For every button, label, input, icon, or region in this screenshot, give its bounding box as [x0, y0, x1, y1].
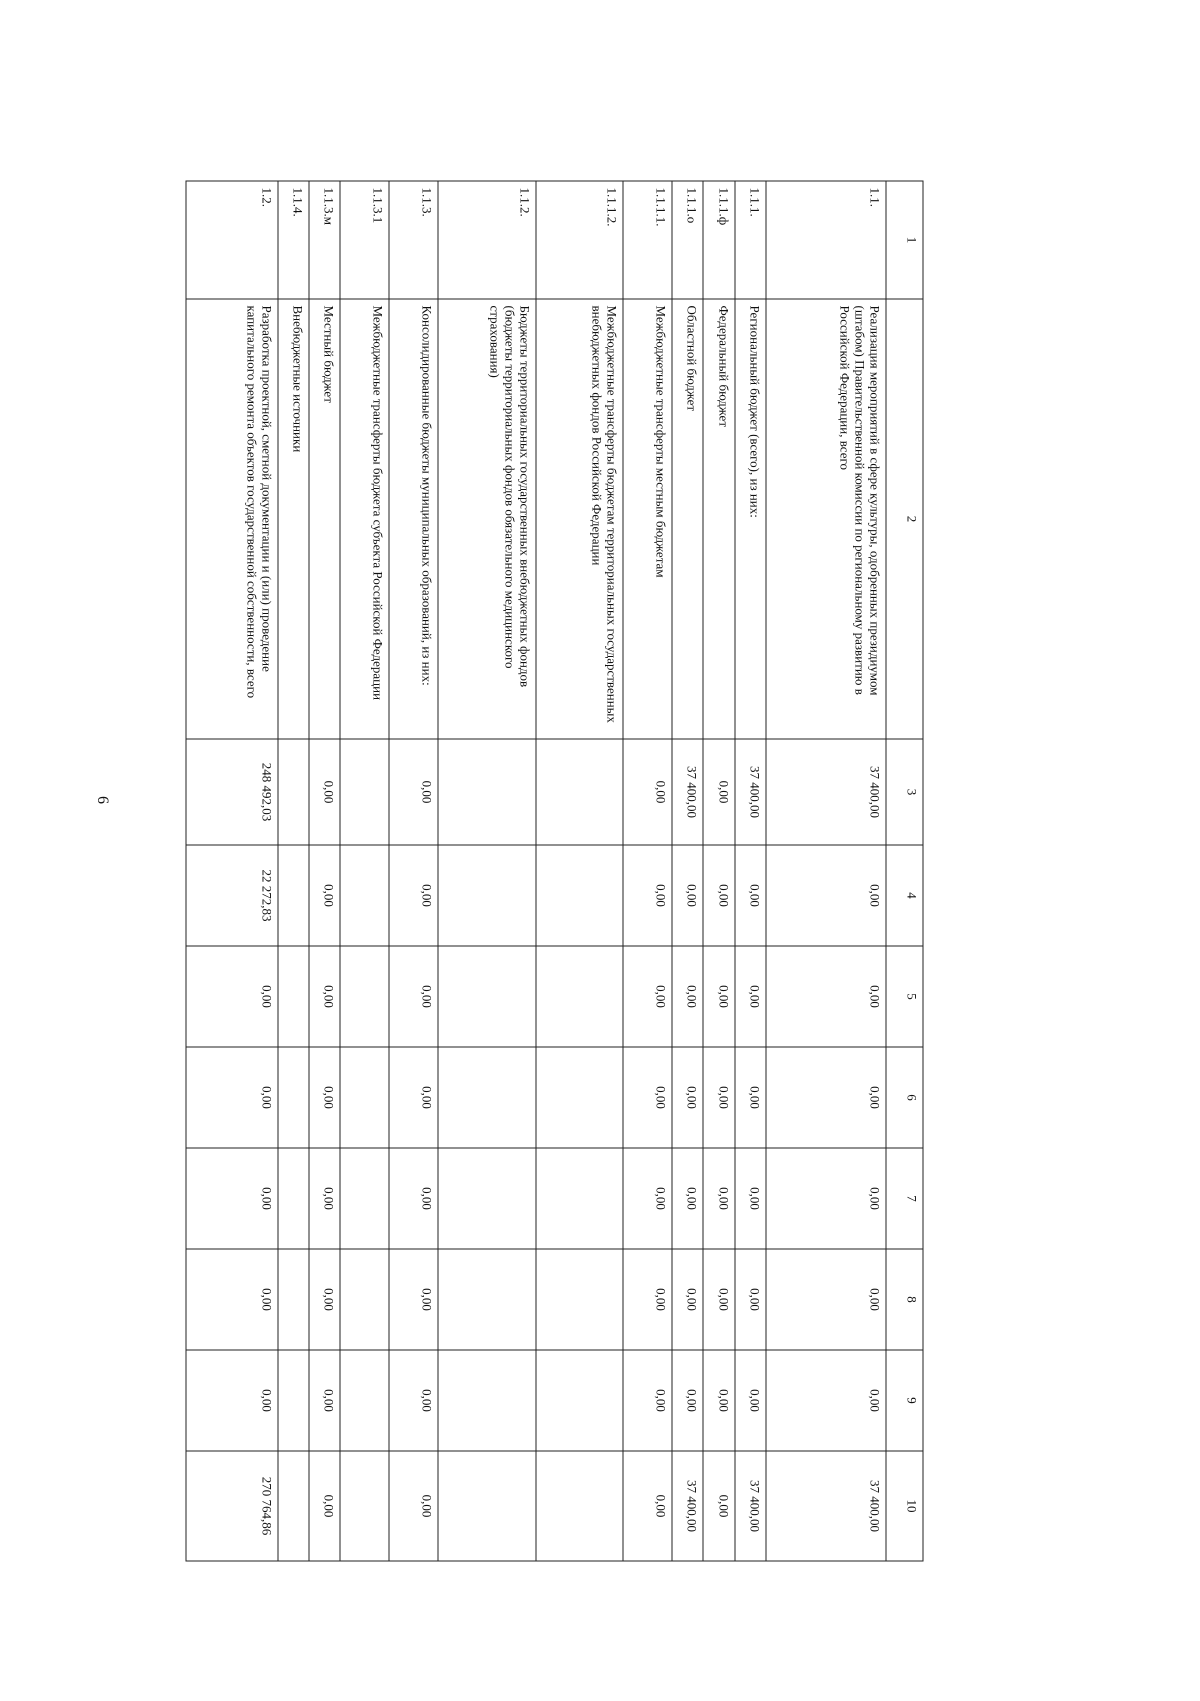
- value-cell-col-4: 0,00: [703, 845, 734, 946]
- header-cell-7: 7: [886, 1148, 923, 1249]
- value-cell-col-3: 37 400,00: [672, 739, 703, 845]
- value-cell-col-8: [438, 1249, 536, 1350]
- value-cell-col-9: 0,00: [735, 1350, 766, 1451]
- value-cell-col-9: 0,00: [766, 1350, 886, 1451]
- value-cell-col-7: 0,00: [703, 1148, 734, 1249]
- value-cell-col-8: 0,00: [389, 1249, 438, 1350]
- value-cell-col-5: 0,00: [766, 946, 886, 1047]
- row-code: 1.1.1.ф: [703, 181, 734, 299]
- value-cell-col-9: 0,00: [309, 1350, 340, 1451]
- value-cell-col-10: 37 400,00: [735, 1451, 766, 1561]
- value-cell-col-4: [340, 845, 389, 946]
- value-cell-col-8: 0,00: [623, 1249, 672, 1350]
- table-row: [703, 181, 734, 1561]
- row-name: Межбюджетные трансферты местным бюджетам: [623, 299, 672, 739]
- value-cell-col-6: 0,00: [672, 1047, 703, 1148]
- value-cell-col-9: [340, 1350, 389, 1451]
- value-cell-col-5: 0,00: [735, 946, 766, 1047]
- value-cell-col-5: 0,00: [623, 946, 672, 1047]
- value-cell-col-10: [536, 1451, 623, 1561]
- table-row: [536, 181, 623, 1561]
- value-cell-col-6: 0,00: [389, 1047, 438, 1148]
- value-cell-col-9: [278, 1350, 309, 1451]
- value-cell-col-10: 0,00: [623, 1451, 672, 1561]
- value-cell-col-8: 0,00: [309, 1249, 340, 1350]
- value-cell-col-3: [536, 739, 623, 845]
- value-cell-col-4: [278, 845, 309, 946]
- value-cell-col-5: 0,00: [309, 946, 340, 1047]
- value-cell-col-5: 0,00: [186, 946, 278, 1047]
- value-cell-col-5: [536, 946, 623, 1047]
- table-row: [672, 181, 703, 1561]
- row-code: 1.1.4.: [278, 181, 309, 299]
- value-cell-col-9: [438, 1350, 536, 1451]
- value-cell-col-9: 0,00: [672, 1350, 703, 1451]
- value-cell-col-7: [536, 1148, 623, 1249]
- row-name: Межбюджетные трансферты бюджетам территориальных государственных внебюджетных фондов Российской Федерации: [536, 299, 623, 739]
- value-cell-col-4: 0,00: [766, 845, 886, 946]
- row-name: Разработка проектной, сметной документации и (или) проведение капитального ремонта объектов государственной собственности, всего: [186, 299, 278, 739]
- value-cell-col-3: 0,00: [623, 739, 672, 845]
- header-cell-2: 2: [886, 299, 923, 739]
- value-cell-col-10: 270 764,86: [186, 1451, 278, 1561]
- value-cell-col-10: 0,00: [703, 1451, 734, 1561]
- row-code: 1.1.1.1.: [623, 181, 672, 299]
- value-cell-col-6: 0,00: [186, 1047, 278, 1148]
- value-cell-col-8: [278, 1249, 309, 1350]
- value-cell-col-7: [340, 1148, 389, 1249]
- row-code: 1.1.3.: [389, 181, 438, 299]
- value-cell-col-7: 0,00: [623, 1148, 672, 1249]
- value-cell-col-7: [278, 1148, 309, 1249]
- value-cell-col-6: [278, 1047, 309, 1148]
- value-cell-col-6: 0,00: [623, 1047, 672, 1148]
- value-cell-col-10: [438, 1451, 536, 1561]
- row-code: 1.2.: [186, 181, 278, 299]
- value-cell-col-8: [340, 1249, 389, 1350]
- value-cell-col-10: [278, 1451, 309, 1561]
- value-cell-col-7: 0,00: [735, 1148, 766, 1249]
- row-name: Федеральный бюджет: [703, 299, 734, 739]
- value-cell-col-3: 37 400,00: [766, 739, 886, 845]
- value-cell-col-6: 0,00: [766, 1047, 886, 1148]
- table-row: [389, 181, 438, 1561]
- table-row: [278, 181, 309, 1561]
- table-row: [186, 181, 278, 1561]
- value-cell-col-5: [340, 946, 389, 1047]
- value-cell-col-6: 0,00: [735, 1047, 766, 1148]
- value-cell-col-4: [536, 845, 623, 946]
- page-number: 6: [94, 796, 111, 804]
- value-cell-col-9: 0,00: [623, 1350, 672, 1451]
- value-cell-col-4: 0,00: [672, 845, 703, 946]
- value-cell-col-8: 0,00: [672, 1249, 703, 1350]
- row-name: Региональный бюджет (всего), из них:: [735, 299, 766, 739]
- value-cell-col-3: 37 400,00: [735, 739, 766, 845]
- value-cell-col-4: 0,00: [623, 845, 672, 946]
- header-cell-4: 4: [886, 845, 923, 946]
- table-row: [438, 181, 536, 1561]
- table-row: [340, 181, 389, 1561]
- value-cell-col-3: 0,00: [309, 739, 340, 845]
- value-cell-col-4: 0,00: [309, 845, 340, 946]
- row-code: 1.1.3.м: [309, 181, 340, 299]
- value-cell-col-4: [438, 845, 536, 946]
- value-cell-col-9: 0,00: [389, 1350, 438, 1451]
- row-name: Внебюджетные источники: [278, 299, 309, 739]
- row-code: 1.1.: [766, 181, 886, 299]
- value-cell-col-4: 22 272,83: [186, 845, 278, 946]
- value-cell-col-4: 0,00: [735, 845, 766, 946]
- value-cell-col-3: [278, 739, 309, 845]
- value-cell-col-5: [438, 946, 536, 1047]
- row-name: Областной бюджет: [672, 299, 703, 739]
- header-cell-3: 3: [886, 739, 923, 845]
- value-cell-col-8: 0,00: [735, 1249, 766, 1350]
- value-cell-col-5: [278, 946, 309, 1047]
- value-cell-col-9: 0,00: [703, 1350, 734, 1451]
- value-cell-col-9: [536, 1350, 623, 1451]
- value-cell-col-10: 0,00: [309, 1451, 340, 1561]
- value-cell-col-5: 0,00: [703, 946, 734, 1047]
- row-name: Консолидированные бюджеты муниципальных образований, из них:: [389, 299, 438, 739]
- row-code: 1.1.1.2.: [536, 181, 623, 299]
- value-cell-col-6: 0,00: [309, 1047, 340, 1148]
- value-cell-col-6: [438, 1047, 536, 1148]
- header-row: [886, 181, 923, 1561]
- value-cell-col-9: 0,00: [186, 1350, 278, 1451]
- value-cell-col-7: 0,00: [766, 1148, 886, 1249]
- value-cell-col-3: 0,00: [389, 739, 438, 845]
- table-row: [623, 181, 672, 1561]
- value-cell-col-3: [340, 739, 389, 845]
- header-cell-6: 6: [886, 1047, 923, 1148]
- value-cell-col-10: 37 400,00: [672, 1451, 703, 1561]
- header-cell-10: 10: [886, 1451, 923, 1561]
- table-body: [186, 181, 923, 1561]
- table-row: [766, 181, 886, 1561]
- row-code: 1.1.1.о: [672, 181, 703, 299]
- value-cell-col-6: 0,00: [703, 1047, 734, 1148]
- value-cell-col-10: 37 400,00: [766, 1451, 886, 1561]
- row-code: 1.1.3.1: [340, 181, 389, 299]
- value-cell-col-8: 0,00: [766, 1249, 886, 1350]
- header-cell-9: 9: [886, 1350, 923, 1451]
- row-name: Местный бюджет: [309, 299, 340, 739]
- value-cell-col-3: 248 492,03: [186, 739, 278, 845]
- row-name: Бюджеты территориальных государственных внебюджетных фондов (бюджеты территориальных фондов обязательного медицинского страхования): [438, 299, 536, 739]
- value-cell-col-8: 0,00: [186, 1249, 278, 1350]
- value-cell-col-7: 0,00: [309, 1148, 340, 1249]
- row-name: Межбюджетные трансферты бюджета субъекта Российской Федерации: [340, 299, 389, 739]
- table-row: [309, 181, 340, 1561]
- row-code: 1.1.1.: [735, 181, 766, 299]
- value-cell-col-5: 0,00: [672, 946, 703, 1047]
- header-cell-8: 8: [886, 1249, 923, 1350]
- row-code: 1.1.2.: [438, 181, 536, 299]
- value-cell-col-3: 0,00: [703, 739, 734, 845]
- budget-table: [186, 181, 924, 1562]
- table-row: [735, 181, 766, 1561]
- value-cell-col-8: [536, 1249, 623, 1350]
- value-cell-col-6: [340, 1047, 389, 1148]
- header-cell-5: 5: [886, 946, 923, 1047]
- value-cell-col-3: [438, 739, 536, 845]
- value-cell-col-7: 0,00: [389, 1148, 438, 1249]
- value-cell-col-10: 0,00: [389, 1451, 438, 1561]
- value-cell-col-7: 0,00: [672, 1148, 703, 1249]
- value-cell-col-4: 0,00: [389, 845, 438, 946]
- value-cell-col-10: [340, 1451, 389, 1561]
- header-cell-1: 1: [886, 181, 923, 299]
- value-cell-col-8: 0,00: [703, 1249, 734, 1350]
- value-cell-col-7: [438, 1148, 536, 1249]
- value-cell-col-5: 0,00: [389, 946, 438, 1047]
- value-cell-col-7: 0,00: [186, 1148, 278, 1249]
- value-cell-col-6: [536, 1047, 623, 1148]
- row-name: Реализация мероприятий в сфере культуры, одобренных президиумом (штабом) Правительственной комиссии по региональному развитию в Российской Федерации, всего: [766, 299, 886, 739]
